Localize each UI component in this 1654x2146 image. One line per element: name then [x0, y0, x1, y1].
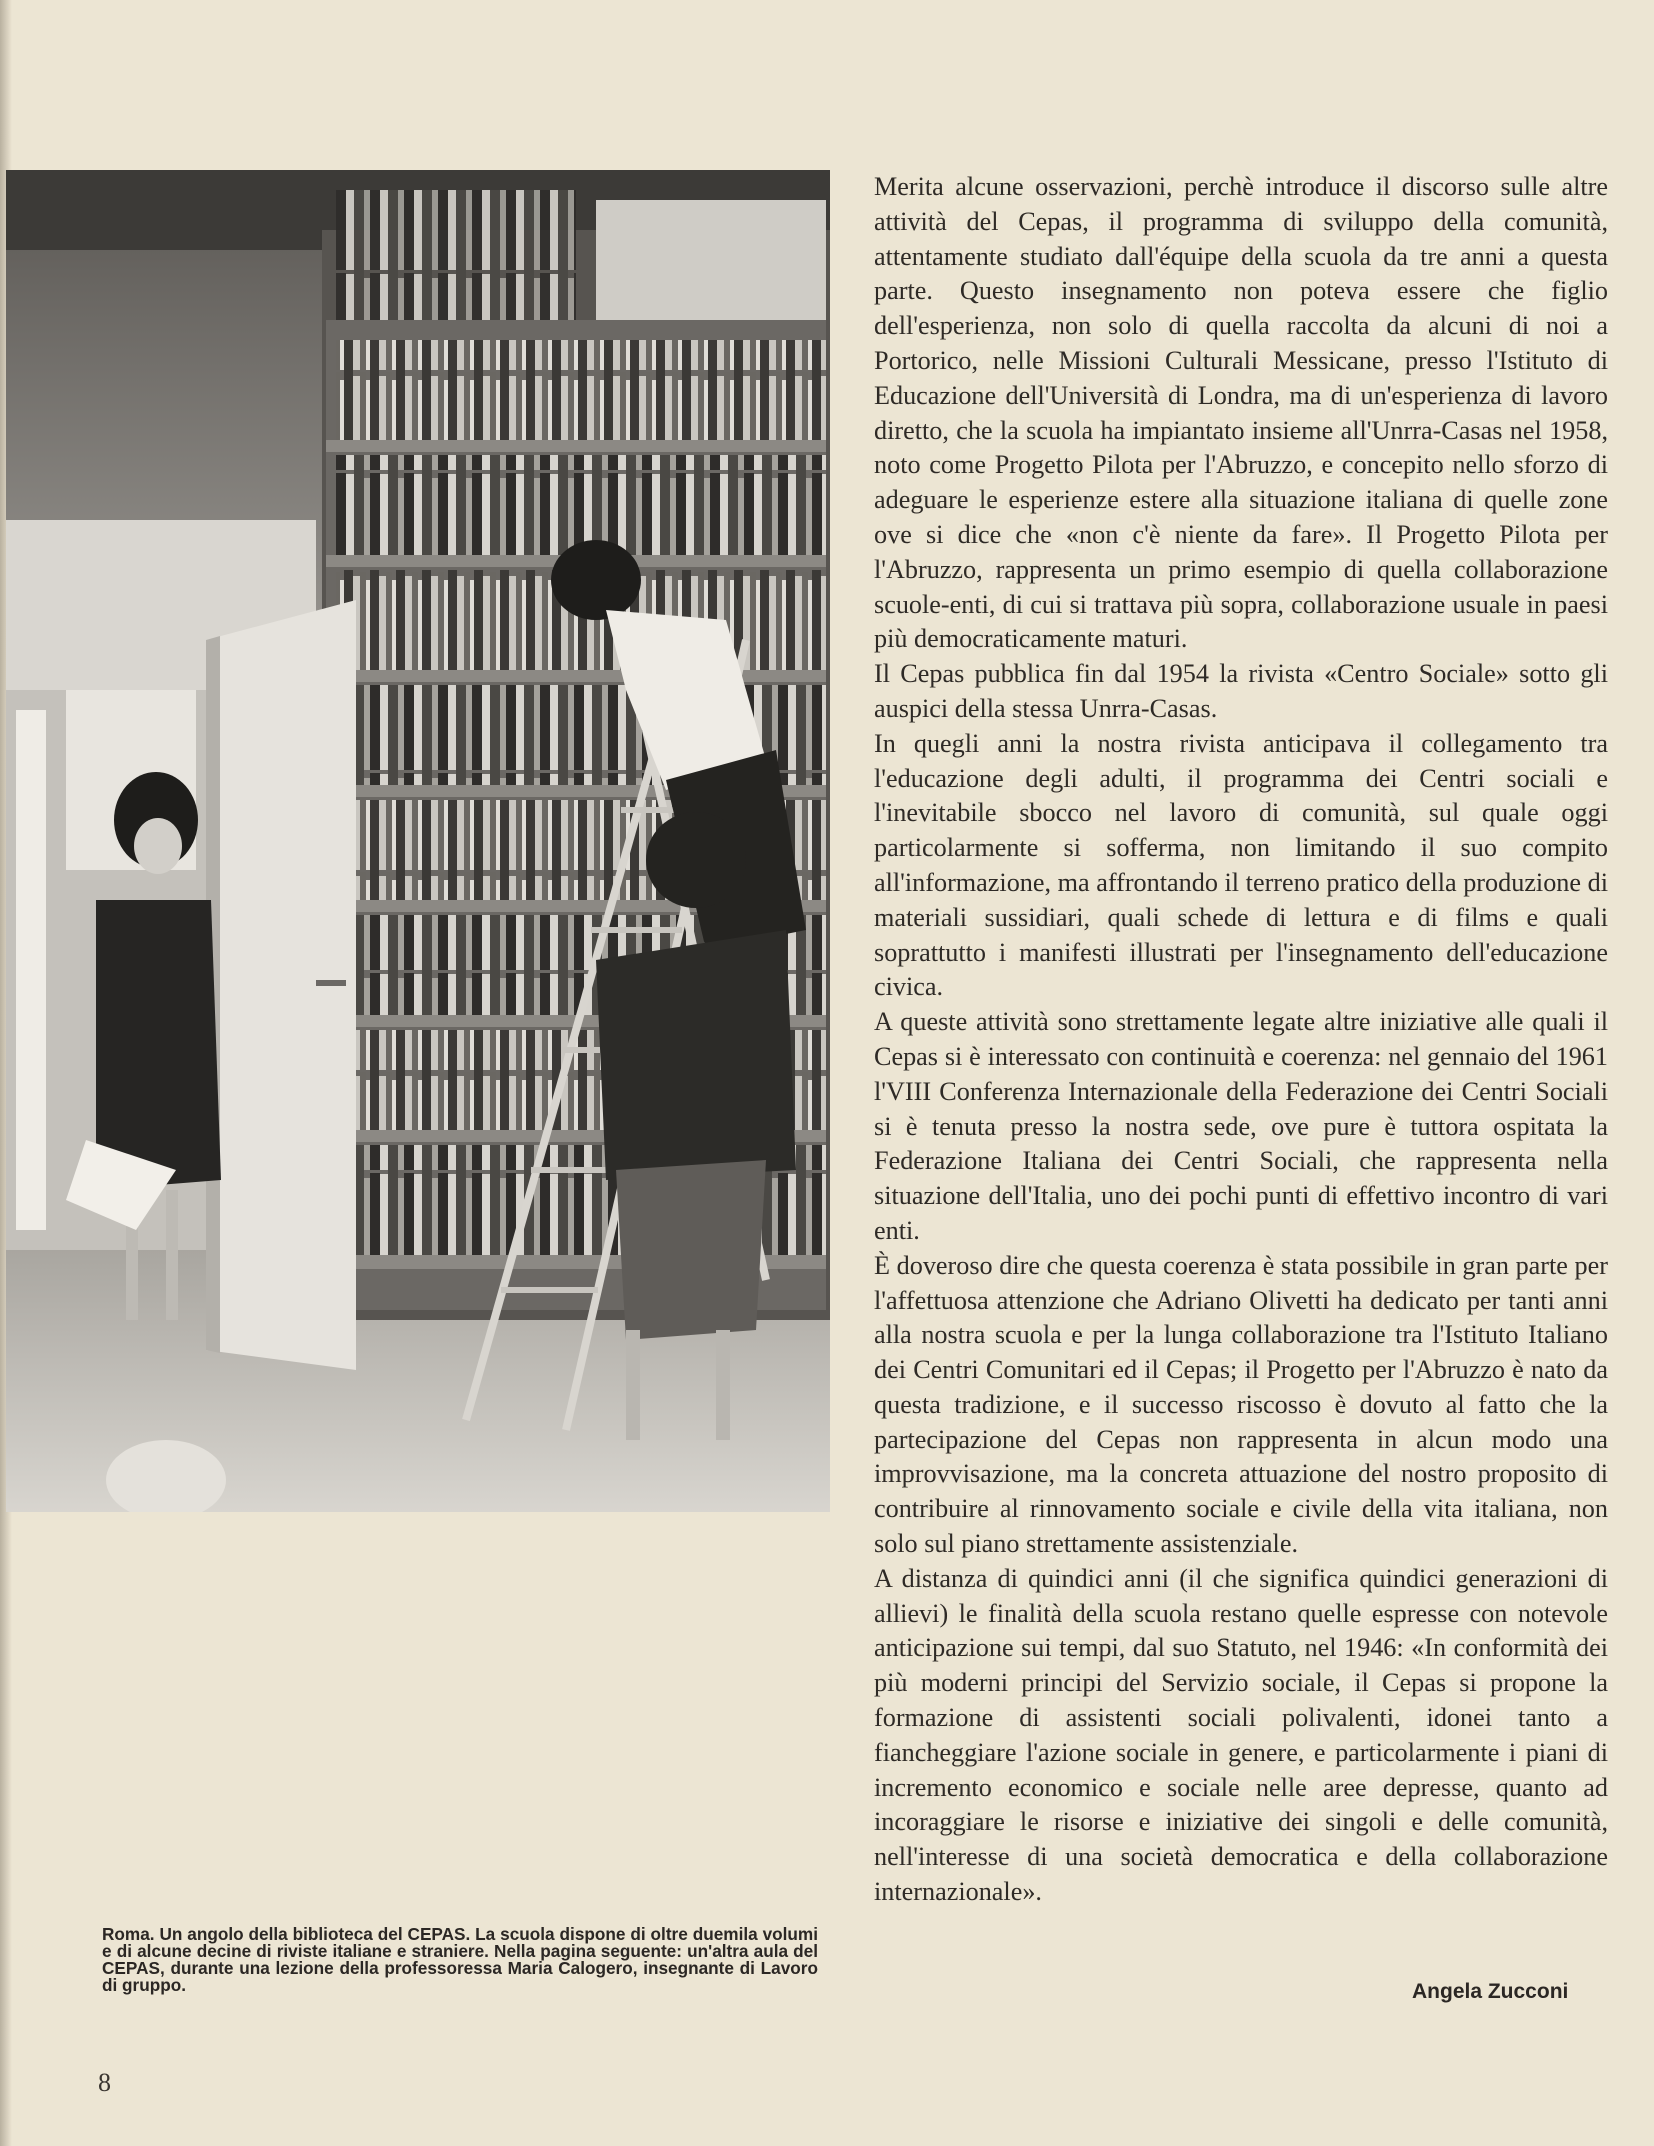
- article-paragraph: È doveroso dire che questa coerenza è stata possibile in gran parte per l'affettuosa attenzione che Adriano Olivetti ha dedicato per tanti anni alla nostra scuola e per la lunga collaborazione tra l'Istituto Italiano dei Centri Comunitari ed il Cepas; il Progetto per l'Abruzzo è nato da questa tradizione, e il successo riscosso è dovuto al fatto che la partecipazione del Cepas non rappresenta in alcun modo una improvvisazione, ma la concreta attuazione del nostro proposito di contribuire al rinnovamento sociale e civile della vita italiana, non solo sul piano strettamente assistenziale.: [874, 1250, 1608, 1559]
- article-paragraph: A distanza di quindici anni (il che significa quindici generazioni di allievi) le finalità della scuola restano quelle espresse con notevole anticipazione sui tempi, dal suo Statuto, nel 1946: «In conformità dei più moderni principi del Servizio sociale, il Cepas si propone la formazione di assistenti sociali polivalenti, idonei tanto a fiancheggiare l'azione sociale in genere, e particolarmente i piani di incremento economico e sociale nelle aree depresse, quanto ad incoraggiare le risorse e iniziative dei singoli e delle comunità, nell'interesse di una società democratica e della collaborazione internazionale».: [874, 1563, 1608, 1907]
- photo-caption: Roma. Un angolo della biblioteca del CEPAS. La scuola dispone di oltre duemila volumi e di alcune decine di riviste italiane e straniere. Nella pagina seguente: un'altra aula del CEPAS, durante una lezione della professoressa Maria Calogero, insegnante di Lavoro di gruppo.: [102, 1924, 818, 1995]
- article-body: [874, 170, 1608, 1910]
- page-number: 8: [98, 2068, 111, 2097]
- article-paragraph: Il Cepas pubblica fin dal 1954 la rivista «Centro Sociale» sotto gli auspici della stessa Unrra-Casas.: [874, 659, 1608, 723]
- library-photo-illustration: [6, 170, 830, 1512]
- article-paragraph: A queste attività sono strettamente legate altre iniziative alle quali il Cepas si è interessato con continuità e coerenza: nel gennaio del 1961 l'VIII Conferenza Internazionale della Federazione dei Centri Sociali si è tenuta presso la nostra sede, ove pure è tuttora ospitata la Federazione Italiana dei Centri Sociali, che rappresenta nella situazione dell'Italia, uno dei pochi punti di effettivo incontro di vari enti.: [874, 1007, 1608, 1245]
- library-photo: [6, 170, 830, 1512]
- article-paragraph: In quegli anni la nostra rivista anticipava il collegamento tra l'educazione degli adulti, il programma dei Centri sociali e l'inevitabile sbocco nel lavoro di comunità, sul quale oggi particolarmente si sofferma, non limitando il suo compito all'informazione, ma affrontando il terreno pratico della produzione di materiali sussidiari, quali schede di lettura e di films e quali soprattutto i manifesti illustrati per l'insegnamento dell'educazione civica.: [874, 728, 1608, 1002]
- article-paragraph: Merita alcune osservazioni, perchè introduce il discorso sulle altre attività del Cepas, il programma di sviluppo della comunità, attentamente studiato dall'équipe della scuola da tre anni a questa parte. Questo insegnamento non poteva essere che figlio dell'esperienza, non solo di quella raccolta da alcuni di noi a Portorico, nelle Missioni Culturali Messicane, presso l'Istituto di Educazione dell'Università di Londra, ma di un'esperienza di lavoro diretto, che la scuola ha impiantato insieme all'Unrra-Casas nel 1958, noto come Progetto Pilota per l'Abruzzo, e concepito nello sforzo di adeguare le esperienze estere alla situazione italiana di quelle zone ove si dice che «non c'è niente da fare». Il Progetto Pilota per l'Abruzzo, rappresenta un primo esempio di quella collaborazione scuole-enti, di cui si trattava più sopra, collaborazione usuale in paesi più democraticamente maturi.: [874, 172, 1608, 654]
- author-signature: Angela Zucconi: [1412, 1980, 1569, 2003]
